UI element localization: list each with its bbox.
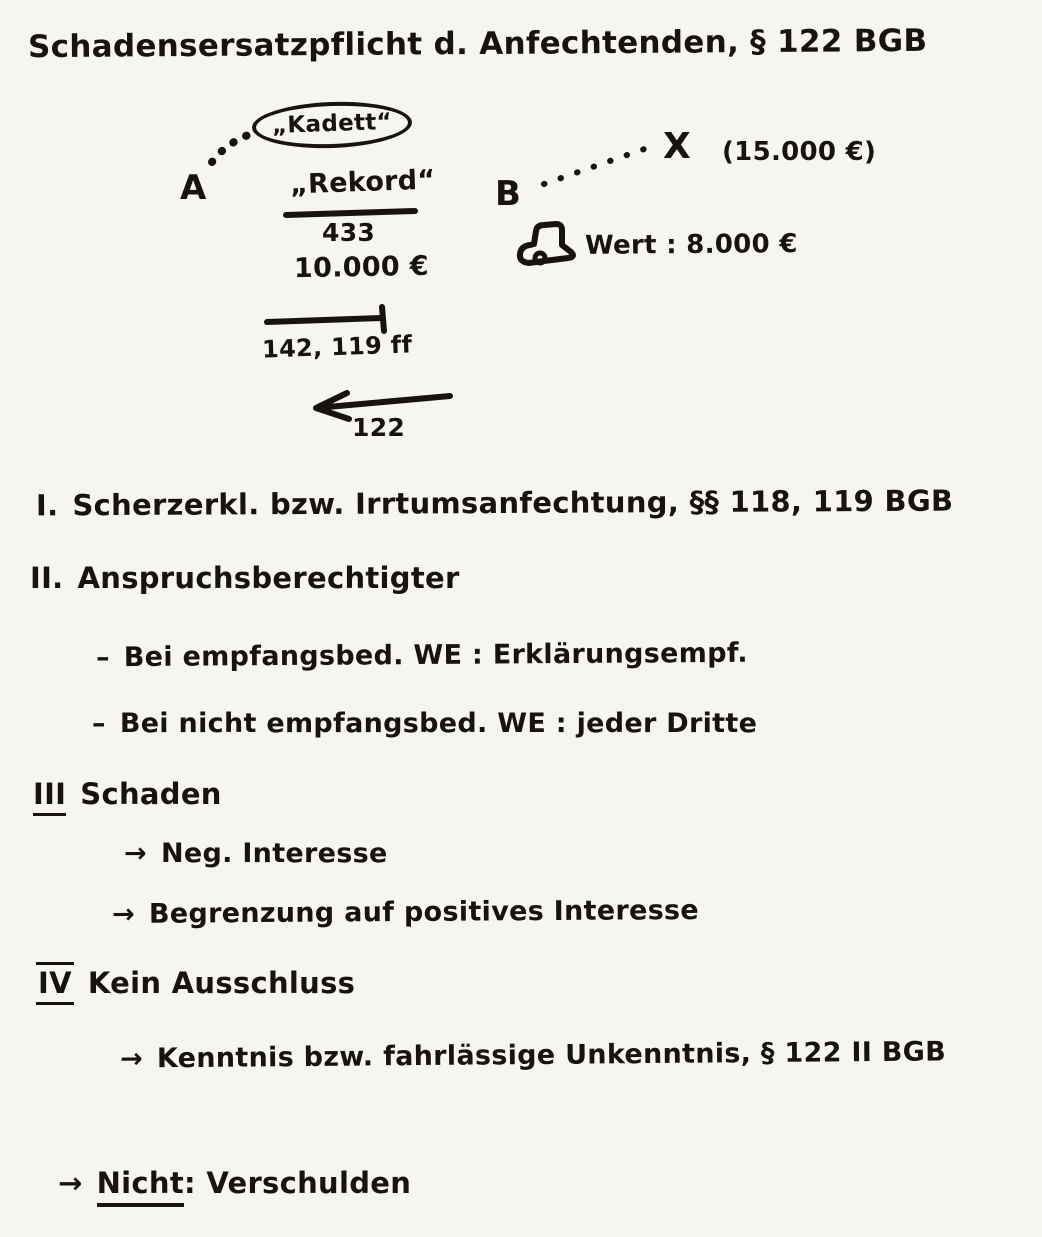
rekord-paragraph: 433 [322, 218, 376, 247]
footer-rest: : Verschulden [184, 1166, 412, 1200]
outline-text-iv: Kein Ausschluss [87, 966, 356, 1000]
party-a-label: A [180, 168, 207, 208]
x-amount-label: (15.000 €) [722, 137, 877, 167]
dotted-line-b-to-x [544, 147, 650, 184]
party-b-label: B [495, 174, 522, 214]
arrow-marker: → [119, 1043, 144, 1075]
dash-marker: – [92, 708, 106, 739]
outline-subitem-dash-1 [96, 638, 748, 674]
outline-marker-i: I. [35, 488, 59, 523]
car-doodle-icon [520, 224, 573, 263]
outline-item-iv [36, 962, 355, 1005]
rekord-underline [286, 211, 415, 215]
outline-subtext-5: Kenntnis bzw. fahrlässige Unkenntnis, § 122 II BGB [156, 1036, 947, 1075]
outline-subitem-arrow-3 [120, 1036, 946, 1074]
outline-item-i [36, 484, 954, 523]
claim-forward-label: 142, 119 ff [261, 330, 413, 364]
dotted-line-a-to-kadett [212, 133, 254, 162]
outline-subtext-1: Bei empfangsbed. WE : Erklärungsempf. [123, 637, 749, 674]
page-title: Schadensersatzpflicht d. Anfechtenden, § 122 BGB [27, 22, 928, 66]
outline-marker-iii: III [33, 777, 66, 816]
claim-back-label: 122 [352, 413, 406, 442]
arrow-marker: → [58, 1166, 83, 1200]
outline-text-iii: Schaden [80, 777, 222, 811]
car-doodle-wheel [535, 253, 545, 263]
arrow-marker: → [111, 898, 136, 931]
outline-item-iii [33, 777, 222, 816]
arrow-marker: → [124, 838, 147, 869]
footer-emphasis: Nicht [97, 1166, 184, 1207]
outline-text-ii: Anspruchsberechtigter [77, 561, 460, 595]
outline-subitem-arrow-2 [112, 895, 699, 930]
dash-marker: – [95, 642, 110, 674]
outline-subitem-arrow-1 [124, 838, 388, 869]
rekord-label: „Rekord“ [289, 164, 436, 201]
outline-marker-ii: II. [30, 561, 64, 595]
wert-label: Wert : 8.000 € [584, 229, 798, 261]
outline-subtext-3: Neg. Interesse [160, 838, 388, 869]
claim-forward-tick [382, 307, 384, 331]
outline-text-i: Scherzerkl. bzw. Irrtumsanfechtung, §§ 118, 119 BGB [72, 483, 954, 523]
rekord-price: 10.000 € [293, 250, 430, 285]
claim-forward-line [267, 318, 381, 322]
outline-subtext-4: Begrenzung auf positives Interesse [148, 894, 700, 930]
party-x-label: X [663, 126, 692, 167]
outline-item-ii [30, 561, 460, 595]
outline-subitem-dash-2 [92, 708, 757, 739]
footer-note [58, 1166, 411, 1200]
outline-marker-iv: IV [36, 962, 74, 1005]
kadett-label: „Kadett“ [251, 99, 413, 151]
outline-subtext-2: Bei nicht empfangsbed. WE : jeder Dritte [119, 708, 758, 739]
